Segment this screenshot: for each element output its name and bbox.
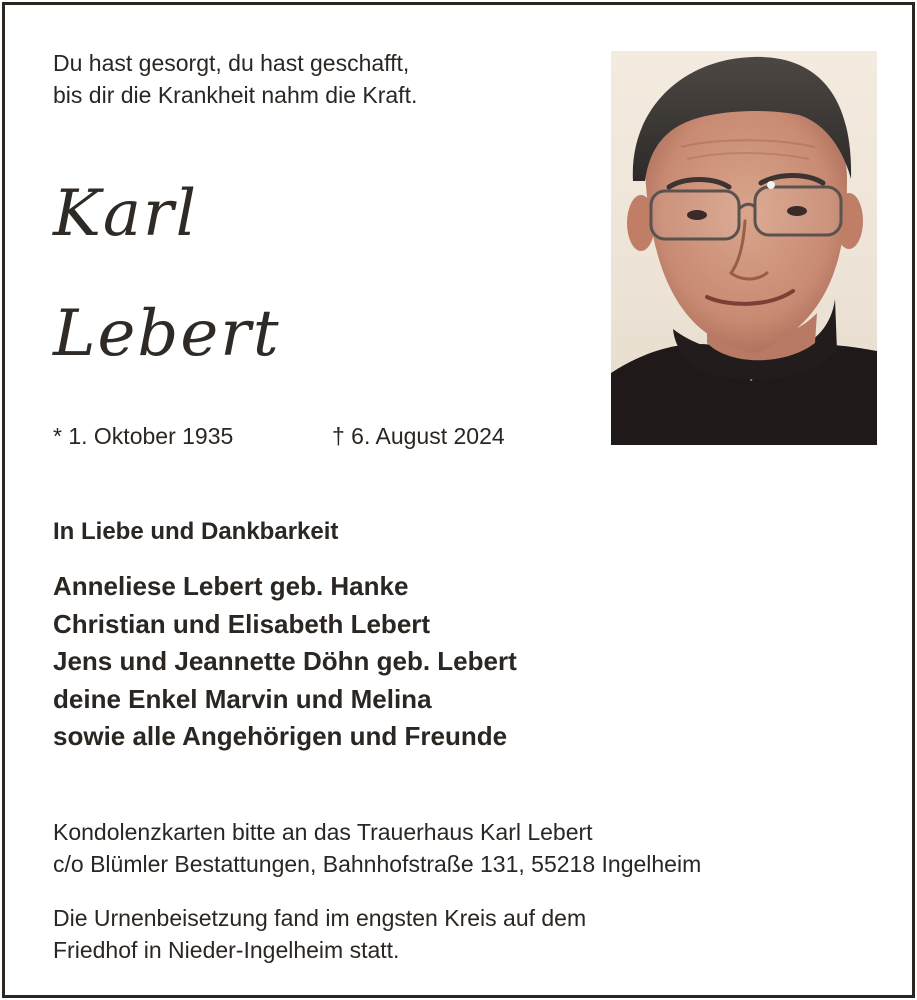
list-item: Jens und Jeannette Döhn geb. Lebert: [53, 646, 517, 676]
thanks-heading: In Liebe und Dankbarkeit: [53, 518, 339, 545]
last-name: Lebert: [53, 297, 281, 371]
list-item: sowie alle Angehörigen und Freunde: [53, 721, 508, 751]
memorial-poem: [53, 47, 417, 111]
list-item: deine Enkel Marvin und Melina: [53, 683, 432, 714]
mourners-list: [53, 568, 517, 756]
birth-date: * 1. Oktober 1935: [53, 423, 234, 449]
burial-note: [53, 902, 586, 966]
death-date: † 6. August 2024: [332, 423, 505, 449]
condolence-line-1: Kondolenzkarten bitte an das Trauerhaus Karl Lebert: [53, 819, 593, 845]
list-item: Anneliese Lebert geb. Hanke: [53, 571, 409, 601]
list-item: Christian und Elisabeth Lebert: [53, 608, 431, 639]
burial-line-1: Die Urnenbeisetzung fand im engsten Kreis auf dem: [53, 905, 587, 931]
condolence-line-2: c/o Blümler Bestattungen, Bahnhofstraße 131, 55218 Ingelheim: [53, 851, 702, 877]
obituary-notice: [2, 2, 915, 998]
condolence-note: [53, 816, 701, 880]
portrait-photo: [611, 51, 877, 445]
first-name: Karl: [53, 177, 199, 251]
poem-line-1: Du hast gesorgt, du hast geschafft,: [53, 50, 410, 76]
poem-line-2: bis dir die Krankheit nahm die Kraft.: [53, 82, 418, 108]
burial-line-2: Friedhof in Nieder-Ingelheim statt.: [53, 937, 400, 963]
